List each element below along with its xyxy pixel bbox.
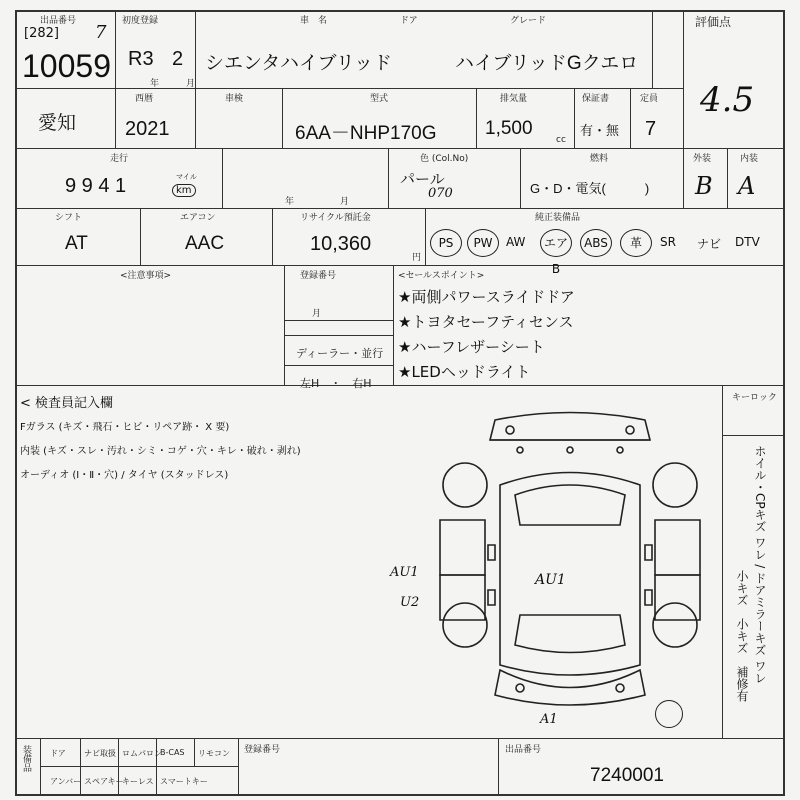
damage-roof: AU1 (535, 572, 566, 588)
vertical-note-1: ホイル・CPキズ ワレ / ドアミラーキズ ワレ (753, 445, 767, 684)
score-label: 評価点 (695, 15, 732, 29)
doors-label: ドア (400, 16, 418, 26)
first-reg-label: 初度登録 (122, 16, 159, 26)
capacity-label: 定員 (640, 94, 659, 104)
recycle-label: リサイクル預託金 (300, 213, 371, 223)
notes-label: <注意事項> (120, 271, 172, 281)
damage-left-1: AU1 (390, 565, 419, 580)
equipment-0: PS (430, 229, 462, 257)
mileage-mile: マイル (176, 173, 197, 181)
vertical-note-2: 小キズ 小キズ 補修有 (735, 570, 749, 702)
grade: ハイブリッドGクエロ (455, 53, 639, 74)
ac-label: エアコン (180, 213, 216, 223)
damage-rear: A1 (540, 712, 558, 727)
year-mark: 年 (150, 79, 160, 89)
ac: AAC (185, 233, 225, 254)
score-value: 4.5 (700, 80, 755, 120)
color-label: 色 (Col.No) (420, 154, 469, 164)
sale-point-3: ★LEDヘッドライト (398, 363, 531, 381)
key-lock-label: キーロック (732, 393, 777, 403)
color-code: 070 (428, 186, 453, 201)
model-year: 2021 (125, 118, 170, 140)
inspector-note-2: オーディオ (Ⅰ・Ⅱ・穴) / タイヤ (スタッドレス) (20, 470, 229, 481)
equipment-1: PW (467, 229, 499, 257)
box-code: [282] (24, 26, 59, 41)
inspector-note-1: 内装 (キズ・スレ・汚れ・シミ・コゲ・穴・キレ・破れ・剥れ) (20, 446, 301, 457)
capacity: 7 (645, 118, 657, 140)
equipment-6: SR (660, 235, 676, 249)
body-type-label: 型式 (370, 94, 389, 104)
era-year: R3 (128, 48, 154, 70)
month-mark-3: 月 (312, 309, 322, 319)
bottom-item-0: ドア (50, 749, 66, 758)
color: パール (400, 171, 445, 188)
shift-label: シフト (55, 213, 83, 223)
inspector-label: < 検査員記入欄 (20, 396, 114, 411)
equipment-4: ABS (580, 229, 612, 257)
mileage-label: 走行 (110, 154, 129, 164)
equipment-8: DTV (735, 235, 760, 249)
recycle-fee: 10,360 (310, 233, 372, 255)
mileage: 9 9 4 1 (65, 175, 127, 197)
displacement: 1,500 (485, 118, 533, 139)
final-lot: 7240001 (590, 765, 664, 786)
equipment-2: AW (506, 235, 526, 249)
registered-label-2: 登録番号 (300, 271, 337, 281)
bottom-item-2: ロムパロン (122, 749, 162, 758)
model-name-label: 車 名 (300, 16, 328, 26)
shift: AT (65, 233, 88, 254)
warranty: 有・無 (580, 123, 620, 138)
bottom-item-1: ナビ取扱 (84, 749, 116, 758)
bottom-item-3: B-CAS (160, 748, 185, 757)
key-lock-circle (655, 700, 683, 728)
expiry-label: 車検 (225, 94, 244, 104)
sale-point-2: ★ハーフレザーシート (398, 338, 545, 356)
damage-left-2: U2 (400, 595, 420, 610)
model-name: シエンタハイブリッド (205, 53, 392, 74)
sale-points-label: <セールスポイント> (398, 271, 485, 281)
bottom-item-6: スペアキー (84, 777, 124, 786)
interior-value: A (738, 172, 756, 200)
year-type-label: 西暦 (135, 94, 154, 104)
steering-row: 左H ・ 右H (300, 377, 372, 390)
inspector-note-0: Fガラス (キズ・飛石・ヒビ・リペア跡・ X 要) (20, 422, 230, 433)
era-month: 2 (172, 48, 184, 70)
auction-no-label: 出品番号 (40, 16, 77, 26)
registered-label: 登録番号 (244, 745, 281, 755)
grade-label: グレード (510, 16, 547, 26)
sale-point-1: ★トヨタセーフティセンス (398, 313, 574, 331)
equipment-3: エアB (540, 229, 572, 257)
equipment-5: 革 (620, 229, 652, 257)
month-mark-2: 月 (340, 197, 350, 207)
month-mark: 月 (186, 79, 196, 89)
lot-number: 10059 (22, 48, 111, 84)
interior-label: 内装 (740, 154, 759, 164)
bottom-item-5: アンバー (50, 777, 82, 786)
displacement-label: 排気量 (500, 94, 528, 104)
bottom-item-8: スマートキー (160, 777, 208, 786)
body-type: 6AA－NHP170G (295, 123, 437, 144)
warranty-label: 保証書 (582, 94, 610, 104)
prefecture: 愛知 (38, 113, 77, 134)
equipment-label: 純正装備品 (535, 213, 581, 223)
dealer-row: ディーラー・並行 (296, 347, 384, 360)
final-lot-label: 出品番号 (505, 745, 542, 755)
bottom-item-4: リモコン (198, 749, 230, 758)
box-code-mark: 7 (95, 22, 107, 43)
bottom-side-label: 装備品 (21, 745, 31, 772)
car-diagram (420, 405, 720, 725)
mileage-km: km (172, 184, 196, 197)
bottom-item-7: キーレス (122, 777, 154, 786)
exterior-label: 外装 (693, 154, 712, 164)
displacement-unit: cc (556, 135, 566, 145)
recycle-unit: 円 (412, 253, 422, 263)
fuel: G・D・電気( ) (530, 181, 650, 196)
year-mark-2: 年 (285, 197, 295, 207)
equipment-7: ナビ (697, 237, 722, 251)
sale-point-0: ★両側パワースライドドア (398, 288, 575, 306)
fuel-label: 燃料 (590, 154, 609, 164)
exterior-value: B (695, 172, 713, 200)
